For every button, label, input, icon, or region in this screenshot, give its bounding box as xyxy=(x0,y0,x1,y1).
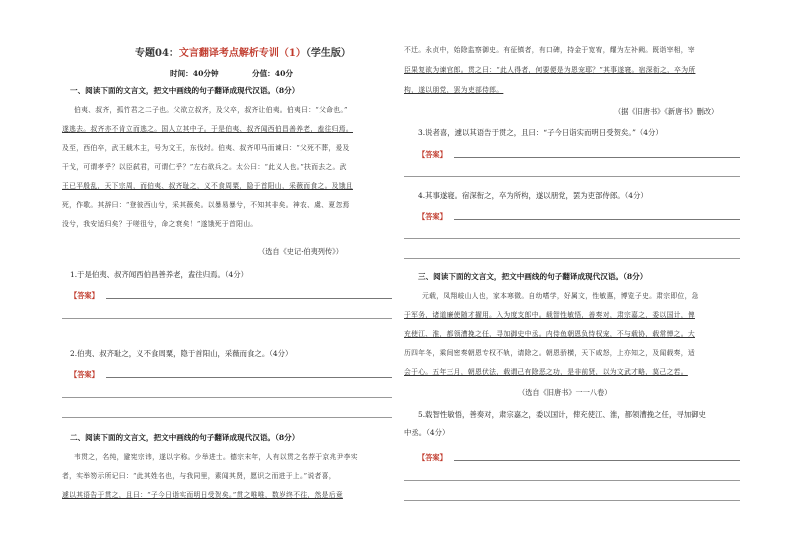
underlined-sentence: 构，遂以朋党，罢为吏部侍郎。 xyxy=(404,86,504,94)
title-suffix: （学生版） xyxy=(305,48,351,59)
page-title xyxy=(135,49,351,58)
section-1-line-0: 伯夷、叔齐，孤竹君之二子也。父欲立叔齐，及父卒，叔齐让伯夷。伯夷曰：“父命也。” xyxy=(74,106,348,114)
section-1-line-2: 及至，西伯卒，武王载木主，号为文王，东伐纣。伯夷、叔齐叩马而谏曰：“父死不葬，爰及 xyxy=(62,144,350,152)
answer-line[interactable] xyxy=(404,258,740,259)
answer-label-2: 【答案】 xyxy=(70,370,99,379)
section-3-line-3: 历四年冬，乘间密奏朝恩专权不轨，请除之。朝恩骄横，天下咸怒，上亦知之，及闻载奏，适 xyxy=(404,349,695,357)
question-2: 2.伯夷、叔齐耻之，义不食周粟，隐于首阳山，采薇而食之。（4分） xyxy=(70,349,293,358)
answer-line[interactable] xyxy=(62,417,392,418)
answer-line[interactable] xyxy=(404,176,740,177)
answer-line[interactable] xyxy=(62,318,392,319)
total-score: 分值：40分 xyxy=(252,69,293,78)
section-1-heading: 一、阅读下面的文言文，把文中画线的句子翻译成现代汉语。（8分） xyxy=(70,86,300,95)
underlined-sentence: 会于心。五年三月，朝恩伏法，载谓己有除恶之功，是非前贤，以为文武才略，莫己之若。 xyxy=(404,368,688,376)
answer-label-3: 【答案】 xyxy=(418,150,447,159)
section-1-line-1 xyxy=(62,125,353,134)
answer-label-5: 【答案】 xyxy=(418,453,447,462)
section-1-source: （选自《史记·伯夷列传》） xyxy=(258,247,343,256)
section-3-line-2 xyxy=(404,330,695,339)
answer-line[interactable] xyxy=(62,397,392,398)
section-2-cont-line-0: 不迁。永贞中，始除监察御史。有征镇者，有口碑，持金于宽宥，耀为左补阙。既诣宰相，宰 xyxy=(404,46,695,54)
answer-line[interactable] xyxy=(454,157,740,158)
section-1-line-3: 干戈，可谓孝乎？以臣弑君，可谓仁乎？”左右欲兵之。太公曰：“此义人也。”扶而去之。武 xyxy=(62,163,347,171)
question-4: 4.其事遂寝。宿深衔之，卒为所构，遂以朋党，罢为吏部侍郎。（4分） xyxy=(418,191,648,200)
section-2-line-2 xyxy=(62,491,343,500)
time-limit: 时间：40分钟 xyxy=(170,69,219,78)
section-2-line-1-text: 者，实举笏示所记曰：“此其姓名也，与我同里，素闻其贤，愿识之而进于上。”说者喜， xyxy=(62,472,336,480)
underlined-sentence: 充使江、淮，都领漕挽之任，寻加御史中丞。内侍鱼朝恩负恃权宠，不与载协，载常惮之。大 xyxy=(404,330,695,338)
title-main: 文言翻译考点解析专训（1） xyxy=(178,48,306,59)
section-3-heading: 三、阅读下面的文言文，把文中画线的句子翻译成现代汉语。（8分） xyxy=(418,272,648,281)
answer-line[interactable] xyxy=(404,480,740,481)
question-5-cont: 中丞。（4分） xyxy=(404,428,450,437)
title-prefix: 专题04： xyxy=(135,48,179,59)
section-2-cont-line-1 xyxy=(404,66,695,75)
question-1: 1.于是伯夷、叔齐闻西伯昌善养老，盍往归焉。（4分） xyxy=(70,270,249,279)
underlined-sentence: 王已平殷乱，天下宗周，而伯夷、叔齐耻之，义不食周粟，隐于首阳山，采薇而食之。及饿且 xyxy=(62,182,353,190)
section-2-heading: 二、阅读下面的文言文，把文中画线的句子翻译成现代汉语。（8分） xyxy=(70,433,300,442)
underlined-sentence: 于军务，诸道廉使随才擢用。入为度支郎中。载智性敏悟，善奏对，肃宗嘉之，委以国计，俾 xyxy=(404,311,695,319)
answer-line[interactable] xyxy=(404,500,740,501)
answer-line[interactable] xyxy=(454,460,740,461)
answer-line[interactable] xyxy=(106,377,392,378)
answer-label-4: 【答案】 xyxy=(418,212,447,221)
underlined-sentence: 遽以其语告于贯之，且曰：“子今日诣实而明日受贺矣。”贯之唯唯，数岁终不往，然是后竟 xyxy=(62,491,343,499)
question-3: 3.说者喜，遽以其语告于贯之，且曰：“子今日诣实而明日受贺矣。”（4分） xyxy=(418,128,663,137)
section-1-line-6: 没兮，我安适归矣？于嗟徂兮，命之衰矣！”遂饿死于首阳山。 xyxy=(62,220,258,228)
underlined-sentence: 遂逃去。叔齐亦不肯立而逃之。国人立其中子。于是伯夷、叔齐闻西伯昌善养老，盍往归焉。 xyxy=(62,125,353,133)
section-3-line-4 xyxy=(404,368,688,377)
section-1-line-4 xyxy=(62,182,353,191)
section-3-line-1 xyxy=(404,311,695,320)
answer-line[interactable] xyxy=(454,219,740,220)
underlined-sentence: 臣果复欲为谏官郎。贯之曰：“此人得者，何要便是为恩宠耶？”其事遂寝。宿深衔之，卒为所 xyxy=(404,66,696,74)
question-5: 5.载智性敏悟，善奏对，肃宗嘉之，委以国计，俾充使江、淮，都领漕挽之任，寻加御史 xyxy=(418,410,706,419)
section-2-line-1 xyxy=(62,472,336,481)
section-2-cont-line-2 xyxy=(404,86,503,95)
answer-line[interactable] xyxy=(106,298,392,299)
section-2-source: （据《旧唐书》《新唐书》删改） xyxy=(614,107,719,116)
section-2-line-0: 韦贯之，名纯，避宪宗讳，遂以字称。少举进士。德宗末年，人有以贯之名荐于京兆尹李实 xyxy=(74,453,358,461)
answer-label-1: 【答案】 xyxy=(70,291,99,300)
section-1-line-5: 死，作歌。其辞曰：“登彼西山兮，采其薇矣。以暴易暴兮，不知其非矣。神农、虞、夏忽焉 xyxy=(62,201,350,209)
section-3-line-0: 元载，凤翔岐山人也，家本寒微。自幼嗜学，好属文，性敏惠，博览子史。肃宗即位，急 xyxy=(422,292,699,300)
section-3-source: （选自《旧唐书》一一八卷） xyxy=(518,388,612,397)
answer-line[interactable] xyxy=(404,238,740,239)
